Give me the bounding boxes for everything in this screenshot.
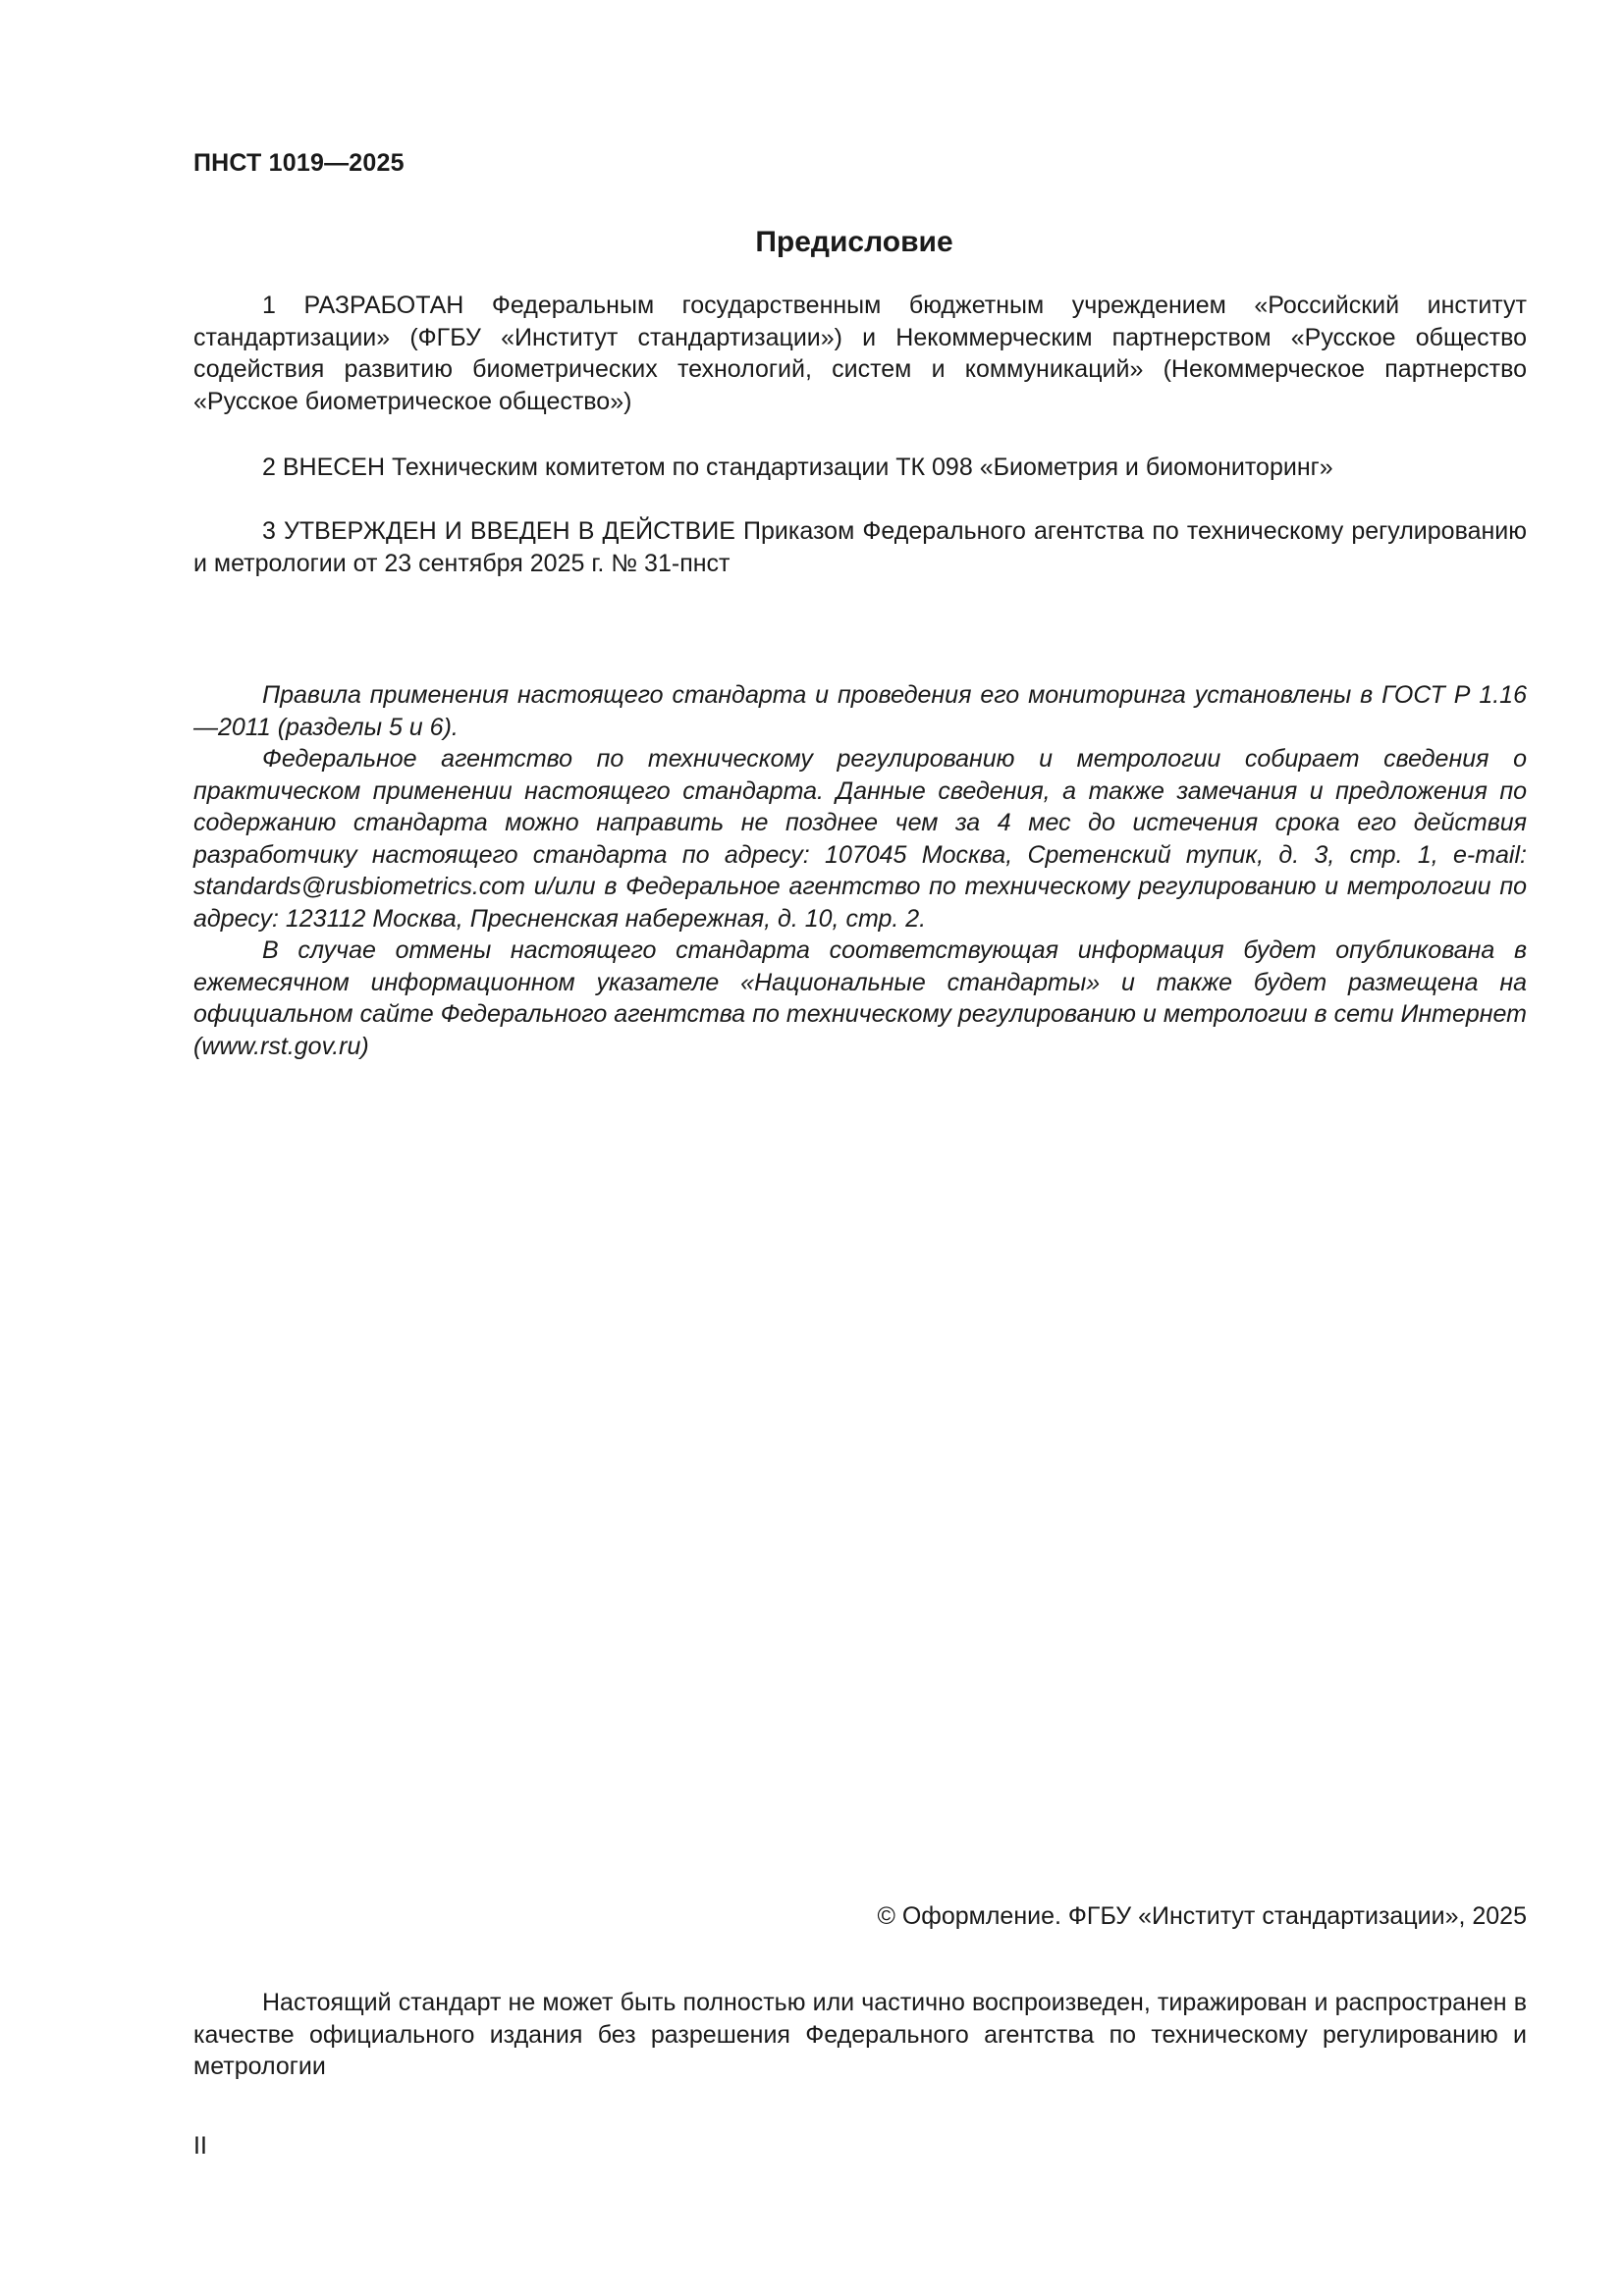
foreword-title: Предисловие [755, 226, 953, 258]
copyright-line: © Оформление. ФГБУ «Институт стандартизации», 2025 [877, 1902, 1527, 1930]
note-paragraph: Правила применения настоящего стандарта и проведения его мониторинга установлены в ГОСТ Р 1.16—2011 (разделы 5 и 6). [193, 681, 1527, 741]
page-number: II [193, 2132, 207, 2160]
foreword-item-text: 3 УТВЕРЖДЕН И ВВЕДЕН В ДЕЙСТВИЕ Приказом Федерального агентства по техническому регулированию и метрологии от 23 сентября 2025 г. № 31-пнст [193, 517, 1527, 577]
note-paragraph: Федеральное агентство по техническому регулированию и метрологии собирает сведения о практическом применении настоящего стандарта. Данные сведения, а также замечания и предложения по содержанию стандарта можно направить не позднее чем за 4 мес до истечения срока его действия разработчику настоящего стандарта по адресу: 107045 Москва, Сретенский тупик, д. 3, стр. 1, e-mail: standards@rusbiometrics.com и/или в Федеральное агентство по техническому регулированию и метрологии по адресу: 123112 Москва, Пресненская набережная, д. 10, стр. 2. [193, 745, 1527, 933]
foreword-item-text: 1 РАЗРАБОТАН Федеральным государственным бюджетным учреждением «Российский институт стандартизации» (ФГБУ «Институт стандартизации») и Некоммерческим партнерством «Русское общество содействия развитию биометрических технологий, систем и коммуникаций» (Некоммерческое партнерство «Русское биометрическое общество») [193, 292, 1527, 415]
foreword-item-submitted [193, 452, 1527, 484]
document-code: ПНСТ 1019—2025 [193, 149, 405, 177]
note-paragraph: В случае отмены настоящего стандарта соответствующая информация будет опубликована в ежемесячном информационном указателе «Национальные стандарты» и также будет размещена на официальном сайте Федерального агентства по техническому регулированию и метрологии в сети Интернет (www.rst.gov.ru) [193, 936, 1527, 1060]
legal-notice [193, 1987, 1527, 2083]
foreword-item-approved [193, 515, 1527, 579]
application-notes [193, 679, 1527, 1062]
foreword-item-developed [193, 290, 1527, 417]
legal-notice-text: Настоящий стандарт не может быть полностью или частично воспроизведен, тиражирован и распространен в качестве официального издания без разрешения Федерального агентства по техническому регулированию и метрологии [193, 1989, 1527, 2080]
foreword-item-text: 2 ВНЕСЕН Техническим комитетом по стандартизации ТК 098 «Биометрия и биомониторинг» [262, 454, 1333, 481]
